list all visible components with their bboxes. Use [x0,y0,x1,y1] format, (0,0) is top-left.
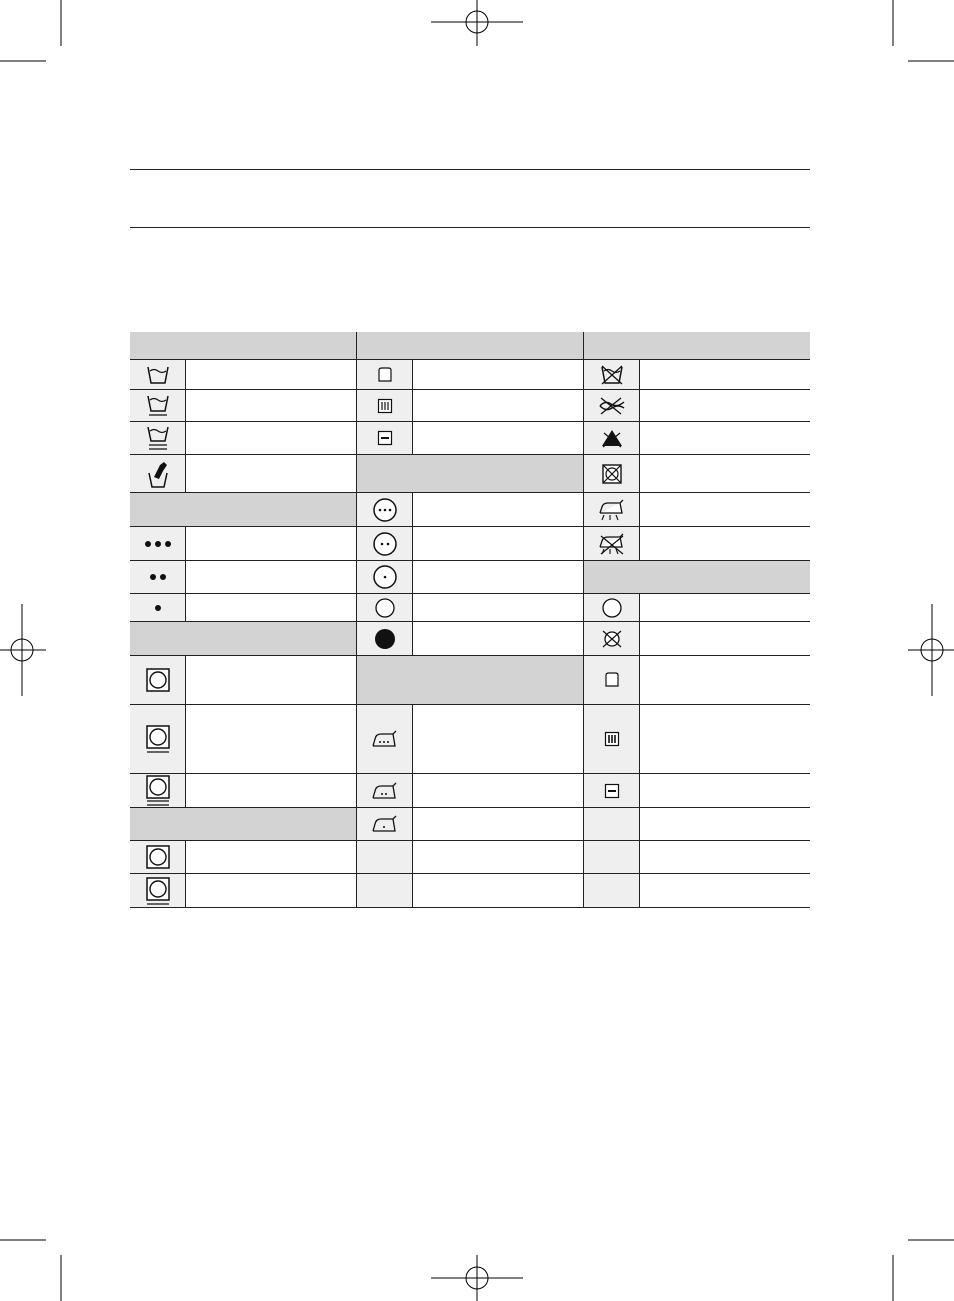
table-cell [640,422,810,455]
hand-wash-icon [130,455,186,493]
table-cell [413,774,584,808]
table-cell [640,874,810,908]
table-cell [186,874,357,908]
table-cell [413,594,584,622]
table-cell [413,561,584,594]
table-cell [640,808,810,841]
do-not-steam-iron-icon [584,527,640,561]
table-cell [413,527,584,561]
table-cell [640,656,810,705]
dryclean-w-icon [357,422,413,455]
tumble-dry-two-bars-icon [130,774,186,808]
dryclean-wet-icon [357,527,413,561]
table-cell [640,455,810,493]
table-cell [186,594,357,622]
table-cell [186,561,357,594]
drip-dry-bars-icon [584,705,640,774]
table-cell [640,594,810,622]
table-cell [640,360,810,390]
bleach-icon [584,422,640,455]
table-cell [186,390,357,422]
intro-text [130,260,810,310]
table-cell [186,841,357,874]
tumble-dry-icon [130,656,186,705]
circle-icon [357,594,413,622]
title-rule-bottom [130,227,810,228]
empty-icon-cell [357,874,413,908]
table-cell [640,493,810,527]
section-bar [357,656,584,705]
tumble-dry-normal-icon [130,841,186,874]
column-header-1 [130,332,357,360]
section-bar [130,622,357,656]
iron-low-icon [357,808,413,841]
table-cell [413,841,584,874]
dry-clean-icon [584,594,640,622]
section-bar [584,561,810,594]
table-cell [186,527,357,561]
table-cell [413,390,584,422]
section-bar [357,455,584,493]
table-cell [640,527,810,561]
empty-icon-cell [584,841,640,874]
table-cell [413,493,584,527]
wash-tub-one-bar-icon [130,390,186,422]
table-cell [186,656,357,705]
table-cell [413,705,584,774]
tumble-low-heat-icon [357,561,413,594]
column-header-2 [357,332,584,360]
table-cell [186,774,357,808]
table-cell [186,455,357,493]
table-cell [413,874,584,908]
table-cell [640,622,810,656]
wash-tub-two-bars-icon [130,422,186,455]
care-symbol-table [130,332,810,908]
iron-high-icon [357,705,413,774]
tumble-dry-one-bar-icon [130,705,186,774]
table-cell [186,422,357,455]
do-not-wash-icon [584,360,640,390]
dryclean-any-icon [357,493,413,527]
flat-dry-icon [584,774,640,808]
tumble-dry-gentle-icon [130,874,186,908]
dot-two-icon [130,561,186,594]
title-rule-top [130,169,810,170]
wash-tub-icon [130,360,186,390]
dryclean-p-icon [357,360,413,390]
table-cell [186,705,357,774]
section-bar [130,493,357,527]
column-header-3 [584,332,810,360]
table-cell [640,774,810,808]
empty-icon-cell [357,841,413,874]
table-cell [640,705,810,774]
section-bar [130,808,357,841]
table-cell [186,360,357,390]
table-cell [413,422,584,455]
do-not-dry-clean-icon [584,622,640,656]
table-cell [640,841,810,874]
dot-one-icon [130,594,186,622]
table-cell [413,360,584,390]
table-cell [413,808,584,841]
page-title [130,180,810,216]
do-not-tumble-dry-icon [584,455,640,493]
steam-iron-icon [584,493,640,527]
dryclean-f-icon [357,390,413,422]
filled-circle-icon [357,622,413,656]
empty-icon-cell [584,808,640,841]
iron-medium-icon [357,774,413,808]
dot-three-icon [130,527,186,561]
do-not-wring-icon [584,390,640,422]
hang-dry-icon [584,656,640,705]
table-cell [640,390,810,422]
empty-icon-cell [584,874,640,908]
table-cell [413,622,584,656]
